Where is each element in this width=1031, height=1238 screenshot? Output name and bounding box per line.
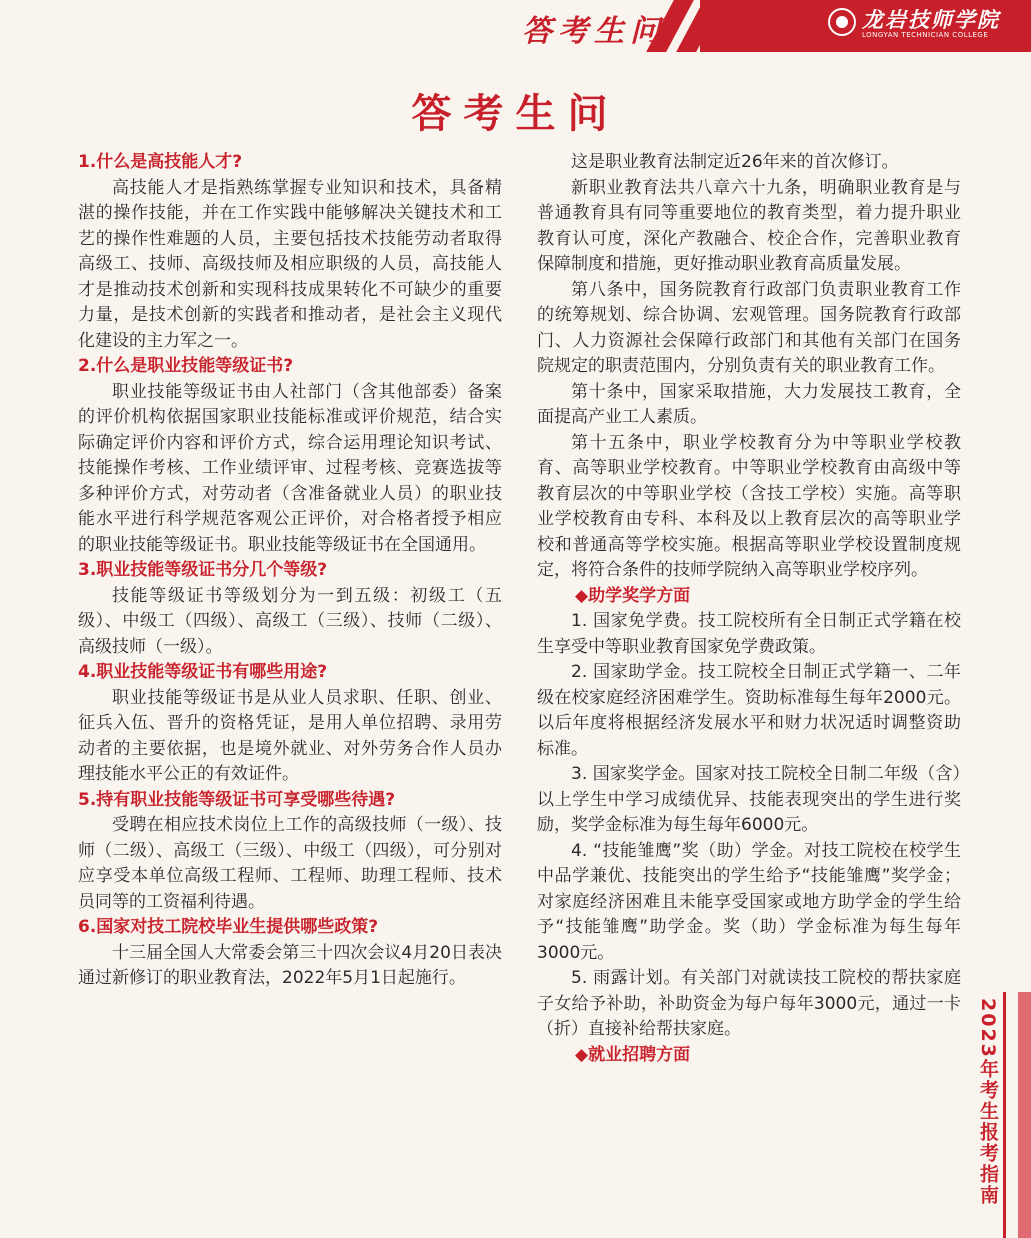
question-heading: 6.国家对技工院校毕业生提供哪些政策?	[78, 917, 379, 937]
paragraph: 受聘在相应技术岗位上工作的高级技师（一级）、技师（二级）、高级工（三级）、中级工（四级），可分别对应享受本单位高级工程师、工程师、助理工程师、技术员同等的工资福利待遇。	[78, 815, 502, 912]
paragraph: 这是职业教育法制定近26年来的首次修订。	[571, 152, 899, 172]
side-edge	[1018, 992, 1031, 1238]
header-banner	[0, 0, 1031, 52]
page-title: 答考生问	[411, 91, 620, 137]
college-seal-icon	[828, 8, 856, 36]
side-banner	[970, 992, 1031, 1238]
side-label: 2023年考生报考指南	[977, 998, 999, 1206]
question-heading: 1.什么是高技能人才?	[78, 152, 243, 172]
question-heading: 3.职业技能等级证书分几个等级?	[78, 560, 328, 580]
paragraph: 4. “技能雏鹰”奖（助）学金。对技工院校在校学生中品学兼优、技能突出的学生给予“技能雏鹰”奖学金；对家庭经济困难且未能享受国家或地方助学金的学生给予“技能雏鹰”助学金。奖（助）学金标准为每生每年3000元。	[537, 840, 961, 963]
paragraph: 第十条中，国家采取措施，大力发展技工教育，全面提高产业工人素质。	[537, 381, 961, 427]
left-column	[78, 150, 502, 992]
right-column	[537, 150, 961, 1068]
paragraph: 高技能人才是指熟练掌握专业知识和技术，具备精湛的操作技能，并在工作实践中能够解决关键技术和工艺的操作性难题的人员，主要包括技术技能劳动者取得高级工、技师、高级技师及相应职级的人员，高技能人才是推动技术创新和实现科技成果转化不可缺少的重要力量，是技术创新的实践者和推动者，是社会主义现代化建设的主力军之一。	[78, 177, 502, 351]
paragraph: 5. 雨露计划。有关部门对就读技工院校的帮扶家庭子女给予补助，补助资金为每户每年3000元，通过一卡（折）直接补给帮扶家庭。	[537, 968, 961, 1039]
paragraph: 新职业教育法共八章六十九条，明确职业教育是与普通教育具有同等重要地位的教育类型，着力提升职业教育认可度，深化产教融合、校企合作，完善职业教育保障制度和措施，更好推动职业教育高质量发展。	[537, 177, 961, 274]
section-heading: ◆就业招聘方面	[575, 1044, 691, 1065]
college-logo-subtitle: LONGYAN TECHNICIAN COLLEGE	[862, 31, 989, 39]
question-heading: 2.什么是职业技能等级证书?	[78, 356, 294, 376]
paragraph: 职业技能等级证书由人社部门（含其他部委）备案的评价机构依据国家职业技能标准或评价规范，结合实际确定评价内容和评价方式，综合运用理论知识考试、技能操作考核、工作业绩评审、过程考核、竞赛选拔等多种评价方式，对劳动者（含准备就业人员）的职业技能水平进行科学规范客观公正评价，对合格者授予相应的职业技能等级证书。职业技能等级证书在全国通用。	[78, 381, 502, 555]
paragraph: 职业技能等级证书是从业人员求职、任职、创业、征兵入伍、晋升的资格凭证，是用人单位招聘、录用劳动者的主要依据，也是境外就业、对外劳务合作人员办理技能水平公正的有效证件。	[78, 687, 502, 784]
side-rule	[1003, 992, 1006, 1238]
paragraph: 2. 国家助学金。技工院校全日制正式学籍一、二年级在校家庭经济困难学生。资助标准每生每年2000元。以后年度将根据经济发展水平和财力状况适时调整资助标准。	[537, 662, 961, 759]
paragraph: 3. 国家奖学金。国家对技工院校全日制二年级（含）以上学生中学习成绩优异、技能表现突出的学生进行奖励，奖学金标准为每生每年6000元。	[537, 764, 961, 835]
paragraph: 技能等级证书等级划分为一到五级：初级工（五级）、中级工（四级）、高级工（三级）、技师（二级）、高级技师（一级）。	[78, 585, 502, 657]
college-logo-text: 龙岩技师学院	[862, 7, 1000, 32]
paragraph: 1. 国家免学费。技工院校所有全日制正式学籍在校生享受中等职业教育国家免学费政策。	[537, 611, 961, 657]
question-heading: 4.职业技能等级证书有哪些用途?	[78, 662, 328, 682]
paragraph: 第十五条中，职业学校教育分为中等职业学校教育、高等职业学校教育。中等职业学校教育由高级中等教育层次的中等职业学校（含技工学校）实施。高等职业学校教育由专科、本科及以上教育层次的高等职业学校和普通高等学校实施。根据高等职业学校设置制度规定，将符合条件的技师学院纳入高等职业学校序列。	[537, 432, 961, 580]
paragraph: 十三届全国人大常委会第三十四次会议4月20日表决通过新修订的职业教育法，2022年5月1日起施行。	[78, 942, 502, 988]
header-title: 答考生问	[522, 14, 666, 49]
question-heading: 5.持有职业技能等级证书可享受哪些待遇?	[78, 789, 396, 810]
section-heading: ◆助学奖学方面	[575, 585, 691, 606]
paragraph: 第八条中，国务院教育行政部门负责职业教育工作的统筹规划、综合协调、宏观管理。国务院教育行政部门、人力资源社会保障行政部门和其他有关部门在国务院规定的职责范围内，分别负责有关的职业教育工作。	[537, 279, 961, 376]
